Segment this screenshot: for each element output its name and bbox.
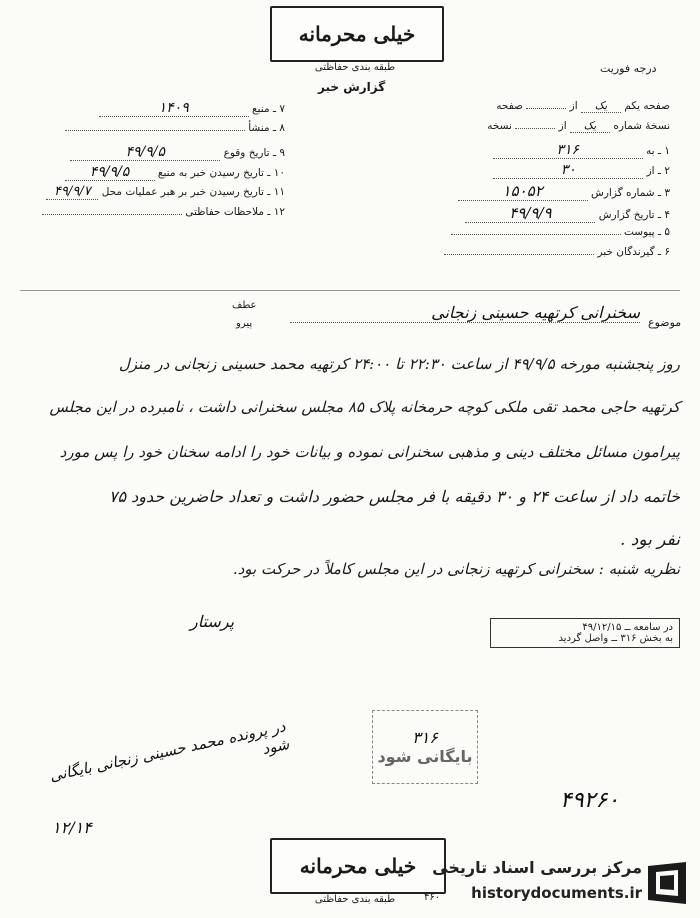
classification-stamp-top [270,6,444,62]
field-source-received-date: ۱۰ ـ تاریخ رسیدن خبر به منبع ۴۹/۹/۵ [20,164,285,181]
report-title: گزارش خبر [318,80,386,94]
field-local-ops-received-date: ۱۱ ـ تاریخ رسیدن خبر بر هبر عملیات محل ۴۹/۹/۷ [20,184,285,200]
archive-stamp [372,710,478,784]
field-from: ۲ ـ از ۳۰ [420,162,670,179]
field-attachment: ۵ ـ پیوست [420,226,670,238]
routing-stamp-line-1: در سامعه ــ ۴۹/۱۲/۱۵ [582,622,673,633]
field-occurrence-date: ۹ ـ تاریخ وقوع ۴۹/۹/۵ [20,144,285,161]
priority-label: درجه فوریت [600,62,657,75]
classification-title-bottom: خیلی محرمانه [299,854,417,878]
document-number: ۴۹۲۶۰ [560,788,620,813]
follow-up-label: پیرو [236,318,253,329]
footer-page-code: ۴۶۰ [424,892,441,903]
field-to: ۱ ـ به ۳۱۶ [420,142,670,159]
routing-stamp [490,618,680,648]
field-recipients: ۶ ـ گیرندگان خبر [420,246,670,258]
body-line-4: خاتمه داد از ساعت ۲۴ و ۳۰ دقیقه با فر مجلس حضور داشت و تعداد حاضرین حدود ۷۵ [108,487,680,506]
field-source: ۷ ـ منبع ۱۴۰۹ [20,100,285,117]
signature: پرستار [190,612,235,631]
classification-title: خیلی محرمانه [298,22,416,46]
archive-stamp-number: ۳۱۶ [412,728,438,747]
margin-note: در پرونده محمد حسینی زنجانی بایگانی شود [47,717,291,785]
field-page: صفحه یکم یک از صفحه [496,100,670,112]
body-line-1: روز پنجشنبه مورخه ۴۹/۹/۵ از ساعت ۲۲:۳۰ تا ۲۴:۰۰ کرتهیه محمد حسینی زنجانی در منزل [118,355,680,373]
reference-label: عطف [232,300,257,311]
conclusion-note: نظریه شنبه : سخنرانی کرتهیه زنجانی در این مجلس کاملاً در حرکت بود. [232,560,680,578]
subject-value: سخنرانی کرتهیه حسینی زنجانی [290,303,640,323]
archive-watermark [430,856,692,912]
body-line-2: کرتهیه حاجی محمد تقی ملکی کوچه حرمخانه پلاک ۸۵ مجلس سخنرانی داشت ، نامبرده در این مجلس [49,398,680,416]
body-line-3: پیرامون مسائل مختلف دینی و مذهبی سخنرانی نموده و بیانات خود را ادامه سخنان خود را پس مورد [59,443,680,461]
archive-stamp-text: بایگانی شود [377,747,473,766]
field-report-number: ۳ ـ شماره گزارش ۱۵۰۵۲ [420,182,670,201]
archive-logo-icon [644,860,690,908]
subject-label: موضوع [648,316,682,329]
archive-brand-url: historydocuments.ir [471,884,642,902]
routing-stamp-line-2: به بخش ۳۱۶ ــ واصل گردید [558,633,673,644]
body-line-5: نفر بود . [619,530,680,550]
margin-date: ۱۲/۱۴ [52,818,92,837]
field-security-notes: ۱۲ ـ ملاحظات حفاظتی [20,206,285,218]
header-divider [20,290,680,291]
field-report-date: ۴ ـ تاریخ گزارش ۴۹/۹/۹ [420,204,670,223]
classification-subtitle-bottom: طبقه بندی حفاظتی [314,894,396,905]
field-origin: ۸ ـ منشأ [20,122,285,134]
archive-brand-name: مرکز بررسی اسناد تاریخی [432,858,642,877]
field-copy: نسخهٔ شماره یک از نسخه [487,120,670,132]
classification-stamp-bottom [270,838,446,894]
classification-subtitle: طبقه بندی حفاظتی [314,62,396,73]
